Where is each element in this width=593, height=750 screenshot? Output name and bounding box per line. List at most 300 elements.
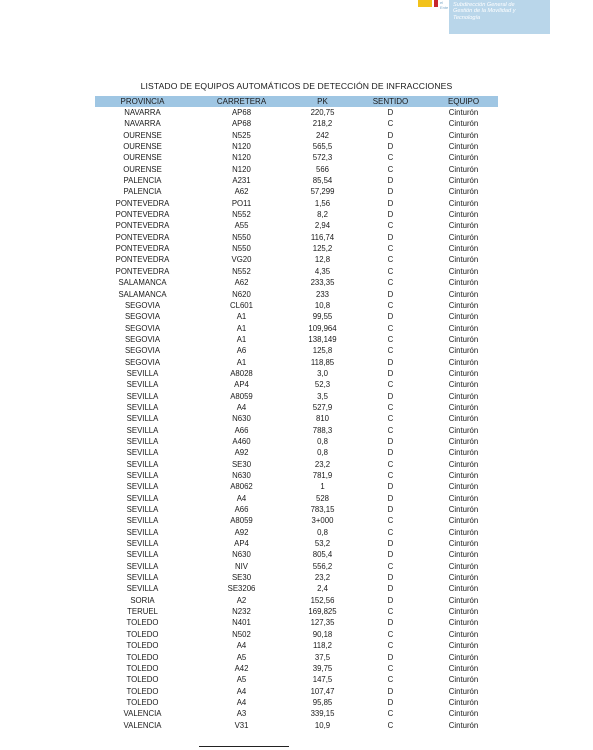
cell-provincia: SEVILLA <box>126 482 159 492</box>
cell-provincia: TOLEDO <box>126 629 159 639</box>
cell-provincia: VALENCIA <box>123 709 162 719</box>
cell-pk: 125,2 <box>312 244 333 254</box>
cell-sentido: C <box>387 425 394 435</box>
cell-pk: 556,2 <box>312 561 333 571</box>
table-row <box>95 175 498 186</box>
cell-provincia: SEVILLA <box>126 573 159 583</box>
cell-provincia: SEVILLA <box>126 550 159 560</box>
table-row <box>95 357 498 368</box>
cell-pk: 2,4 <box>317 584 328 594</box>
cell-provincia: SEVILLA <box>126 505 159 515</box>
cell-carretera: N630 <box>232 471 251 480</box>
bottom-rule <box>199 746 289 747</box>
cell-pk: 37,5 <box>314 652 331 662</box>
table-header-row <box>95 96 498 107</box>
cell-provincia: SEGOVIA <box>124 334 161 344</box>
cell-equipo: Cinturón <box>448 471 479 480</box>
cell-sentido: C <box>387 380 394 390</box>
logo-yellow-block <box>418 0 432 7</box>
cell-provincia: SEVILLA <box>126 539 159 549</box>
cell-carretera: A8028 <box>230 368 253 378</box>
table-row <box>95 652 498 663</box>
department-line: Tecnología <box>453 14 481 21</box>
cell-carretera: A8059 <box>230 516 253 526</box>
cell-pk: 10,8 <box>314 300 331 310</box>
cell-provincia: SEVILLA <box>126 391 159 401</box>
cell-pk: 3,0 <box>317 368 328 378</box>
cell-equipo: Cinturón <box>448 368 479 378</box>
cell-provincia: PONTEVEDRA <box>115 198 170 208</box>
cell-equipo: Cinturón <box>448 675 479 685</box>
cell-equipo: Cinturón <box>448 561 479 571</box>
cell-provincia: SEGOVIA <box>124 312 161 322</box>
column-header-sentido: SENTIDO <box>352 96 429 107</box>
cell-pk: 118,2 <box>313 641 332 651</box>
cell-carretera: A55 <box>234 221 249 231</box>
cell-equipo: Cinturón <box>448 425 479 435</box>
cell-pk: 118,85 <box>310 357 335 367</box>
cell-equipo: Cinturón <box>448 346 479 356</box>
cell-provincia: OURENSE <box>123 153 162 163</box>
cell-sentido: D <box>387 289 394 299</box>
cell-pk: 783,15 <box>310 505 335 515</box>
cell-pk: 781,9 <box>312 471 333 480</box>
cell-sentido: C <box>387 334 394 344</box>
cell-sentido: D <box>387 436 394 446</box>
cell-equipo: Cinturón <box>448 244 479 254</box>
table-row <box>95 686 498 697</box>
cell-carretera: A460 <box>232 436 251 446</box>
cell-carretera: A4 <box>236 641 247 651</box>
cell-provincia: SEVILLA <box>126 436 159 446</box>
cell-sentido: C <box>387 153 394 163</box>
cell-carretera: N401 <box>232 618 251 628</box>
table-row <box>95 289 498 300</box>
cell-equipo: Cinturón <box>448 232 479 242</box>
cell-carretera: A2 <box>236 595 247 605</box>
cell-provincia: PONTEVEDRA <box>115 266 170 276</box>
cell-equipo: Cinturón <box>448 391 479 401</box>
table-row <box>95 254 498 265</box>
column-header-carretera: CARRETERA <box>190 96 293 107</box>
ministry-logo <box>418 0 450 8</box>
cell-pk: 95,85 <box>312 697 333 707</box>
cell-provincia: SEVILLA <box>126 471 159 480</box>
cell-provincia: TERUEL <box>127 607 158 617</box>
table-row <box>95 447 498 458</box>
cell-provincia: SEVILLA <box>126 459 159 469</box>
cell-pk: 242 <box>315 130 329 140</box>
cell-pk: 57,299 <box>310 187 335 197</box>
cell-carretera: V31 <box>234 720 249 730</box>
cell-pk: 152,56 <box>310 595 335 605</box>
cell-sentido: C <box>387 244 394 254</box>
cell-carretera: A8059 <box>230 391 253 401</box>
cell-pk: 528 <box>315 493 329 503</box>
cell-provincia: PONTEVEDRA <box>115 210 170 220</box>
cell-equipo: Cinturón <box>448 402 479 412</box>
cell-provincia: TOLEDO <box>126 686 159 696</box>
cell-pk: 125,8 <box>312 346 333 356</box>
cell-sentido: D <box>387 357 394 367</box>
table-row <box>95 391 498 402</box>
cell-provincia: SEVILLA <box>126 368 159 378</box>
table-row <box>95 527 498 538</box>
cell-carretera: AP68 <box>231 119 252 129</box>
cell-provincia: SEVILLA <box>126 516 159 526</box>
cell-provincia: NAVARRA <box>124 119 161 129</box>
cell-carretera: N550 <box>232 244 251 254</box>
cell-sentido: D <box>387 130 394 140</box>
cell-carretera: N552 <box>232 210 251 220</box>
cell-pk: 85,54 <box>312 176 333 186</box>
cell-sentido: D <box>387 595 394 605</box>
cell-sentido: D <box>387 539 394 549</box>
cell-equipo: Cinturón <box>448 414 479 424</box>
cell-carretera: N120 <box>232 142 251 152</box>
cell-carretera: A1 <box>236 334 247 344</box>
cell-equipo: Cinturón <box>448 255 479 265</box>
table-row <box>95 152 498 163</box>
cell-provincia: NAVARRA <box>124 108 161 117</box>
cell-carretera: N120 <box>232 164 251 174</box>
cell-equipo: Cinturón <box>448 210 479 220</box>
cell-equipo: Cinturón <box>448 266 479 276</box>
cell-pk: 138,149 <box>308 334 337 344</box>
cell-equipo: Cinturón <box>448 629 479 639</box>
cell-pk: 90,18 <box>312 629 333 639</box>
cell-equipo: Cinturón <box>448 108 479 117</box>
cell-provincia: VALENCIA <box>123 720 162 730</box>
cell-sentido: D <box>387 198 394 208</box>
table-row <box>95 459 498 470</box>
cell-carretera: N630 <box>232 414 251 424</box>
cell-carretera: A6 <box>236 346 247 356</box>
cell-equipo: Cinturón <box>448 663 479 673</box>
cell-provincia: TOLEDO <box>126 652 159 662</box>
table-row <box>95 130 498 141</box>
cell-carretera: A4 <box>236 686 247 696</box>
table-row <box>95 425 498 436</box>
cell-provincia: SEVILLA <box>126 561 159 571</box>
cell-provincia: SEGOVIA <box>124 300 161 310</box>
cell-sentido: C <box>387 323 394 333</box>
cell-pk: 572,3 <box>312 153 333 163</box>
cell-sentido: C <box>387 720 394 730</box>
cell-pk: 565,5 <box>312 142 333 152</box>
table-row <box>95 708 498 719</box>
cell-sentido: C <box>387 164 394 174</box>
cell-provincia: PONTEVEDRA <box>115 244 170 254</box>
cell-carretera: A231 <box>232 176 251 186</box>
cell-pk: 107,47 <box>310 686 335 696</box>
cell-provincia: OURENSE <box>123 142 162 152</box>
cell-equipo: Cinturón <box>448 278 479 288</box>
cell-carretera: A62 <box>234 187 249 197</box>
cell-sentido: C <box>387 629 394 639</box>
cell-sentido: D <box>387 573 394 583</box>
cell-pk: 3,5 <box>317 391 328 401</box>
cell-sentido: C <box>387 221 394 231</box>
cell-carretera: CL601 <box>230 300 253 310</box>
table-row <box>95 368 498 379</box>
cell-pk: 233,35 <box>310 278 335 288</box>
cell-carretera: A3 <box>236 709 247 719</box>
cell-sentido: C <box>387 641 394 651</box>
cell-carretera: SE30 <box>231 573 252 583</box>
cell-carretera: A5 <box>236 675 247 685</box>
cell-sentido: C <box>387 119 394 129</box>
cell-carretera: A8062 <box>230 482 253 492</box>
table-row <box>95 209 498 220</box>
table-row <box>95 504 498 515</box>
cell-equipo: Cinturón <box>448 448 479 458</box>
cell-provincia: OURENSE <box>123 130 162 140</box>
cell-sentido: D <box>387 505 394 515</box>
cell-provincia: SEGOVIA <box>124 346 161 356</box>
cell-sentido: C <box>387 527 394 537</box>
cell-provincia: PONTEVEDRA <box>115 255 170 265</box>
cell-carretera: N232 <box>232 607 251 617</box>
table-row <box>95 345 498 356</box>
table-row <box>95 538 498 549</box>
cell-pk: 527,9 <box>312 402 333 412</box>
cell-equipo: Cinturón <box>448 380 479 390</box>
cell-equipo: Cinturón <box>448 493 479 503</box>
cell-pk: 53,2 <box>314 539 331 549</box>
cell-equipo: Cinturón <box>448 527 479 537</box>
cell-equipo: Cinturón <box>448 686 479 696</box>
table-row <box>95 436 498 447</box>
cell-provincia: PONTEVEDRA <box>115 221 170 231</box>
table-row <box>95 697 498 708</box>
cell-carretera: A1 <box>236 357 247 367</box>
table-row <box>95 266 498 277</box>
cell-sentido: C <box>387 675 394 685</box>
cell-equipo: Cinturón <box>448 312 479 322</box>
table-row <box>95 595 498 606</box>
cell-sentido: D <box>387 550 394 560</box>
cell-sentido: C <box>387 346 394 356</box>
cell-pk: 788,3 <box>312 425 333 435</box>
table-row <box>95 311 498 322</box>
cell-sentido: C <box>387 561 394 571</box>
cell-provincia: OURENSE <box>123 164 162 174</box>
cell-equipo: Cinturón <box>448 221 479 231</box>
table-row <box>95 663 498 674</box>
table-row <box>95 323 498 334</box>
cell-sentido: C <box>387 471 394 480</box>
cell-equipo: Cinturón <box>448 459 479 469</box>
table-row <box>95 118 498 129</box>
cell-equipo: Cinturón <box>448 584 479 594</box>
cell-provincia: PALENCIA <box>123 187 162 197</box>
cell-sentido: D <box>387 187 394 197</box>
table-row <box>95 606 498 617</box>
cell-equipo: Cinturón <box>448 436 479 446</box>
table-row <box>95 720 498 731</box>
cell-provincia: SEVILLA <box>126 527 159 537</box>
cell-equipo: Cinturón <box>448 357 479 367</box>
table-row <box>95 515 498 526</box>
cell-sentido: D <box>387 232 394 242</box>
cell-carretera: N552 <box>232 266 251 276</box>
cell-provincia: TOLEDO <box>126 675 159 685</box>
logo-red-block <box>434 0 438 7</box>
cell-carretera: A1 <box>236 312 247 322</box>
equipment-table <box>95 96 498 731</box>
cell-equipo: Cinturón <box>448 697 479 707</box>
cell-provincia: PALENCIA <box>123 176 162 186</box>
table-row <box>95 164 498 175</box>
cell-sentido: D <box>387 142 394 152</box>
cell-sentido: C <box>387 663 394 673</box>
table-row <box>95 300 498 311</box>
cell-equipo: Cinturón <box>448 142 479 152</box>
cell-equipo: Cinturón <box>448 709 479 719</box>
cell-pk: 3+000 <box>311 516 334 526</box>
cell-sentido: D <box>387 652 394 662</box>
cell-pk: 339,15 <box>310 709 335 719</box>
cell-pk: 109,964 <box>308 323 337 333</box>
cell-equipo: Cinturón <box>448 595 479 605</box>
cell-pk: 169,825 <box>308 607 337 617</box>
cell-equipo: Cinturón <box>448 652 479 662</box>
cell-sentido: C <box>387 414 394 424</box>
cell-carretera: N550 <box>232 232 251 242</box>
cell-pk: 566 <box>315 164 329 174</box>
table-body <box>95 107 498 731</box>
cell-pk: 127,35 <box>310 618 335 628</box>
cell-sentido: C <box>387 278 394 288</box>
table-row <box>95 243 498 254</box>
cell-provincia: PONTEVEDRA <box>115 232 170 242</box>
cell-provincia: TOLEDO <box>126 697 159 707</box>
cell-sentido: D <box>387 368 394 378</box>
table-row <box>95 493 498 504</box>
cell-sentido: D <box>387 482 394 492</box>
cell-sentido: C <box>387 255 394 265</box>
cell-sentido: D <box>387 686 394 696</box>
cell-carretera: A92 <box>234 448 249 458</box>
cell-equipo: Cinturón <box>448 550 479 560</box>
cell-carretera: A42 <box>234 663 249 673</box>
cell-pk: 218,2 <box>312 119 333 129</box>
cell-pk: 10,9 <box>314 720 331 730</box>
department-line: Subdirección General de <box>453 2 515 8</box>
cell-equipo: Cinturón <box>448 334 479 344</box>
cell-provincia: TOLEDO <box>126 663 159 673</box>
cell-provincia: SEVILLA <box>126 380 159 390</box>
cell-carretera: AP4 <box>234 539 249 549</box>
cell-pk: 52,3 <box>314 380 331 390</box>
table-row <box>95 334 498 345</box>
cell-pk: 23,2 <box>314 459 331 469</box>
cell-carretera: A66 <box>234 505 249 515</box>
cell-provincia: SEGOVIA <box>124 323 161 333</box>
cell-provincia: SEVILLA <box>126 402 159 412</box>
cell-carretera: A1 <box>236 323 247 333</box>
cell-carretera: N620 <box>232 289 251 299</box>
cell-carretera: A62 <box>234 278 249 288</box>
cell-provincia: SALAMANCA <box>118 289 167 299</box>
table-row <box>95 481 498 492</box>
cell-pk: 23,2 <box>314 573 331 583</box>
table-row <box>95 629 498 640</box>
cell-carretera: N630 <box>232 550 251 560</box>
cell-equipo: Cinturón <box>448 505 479 515</box>
column-header-equipo: EQUIPO <box>429 96 498 107</box>
cell-pk: 1,56 <box>314 198 331 208</box>
table-row <box>95 141 498 152</box>
cell-sentido: C <box>387 266 394 276</box>
cell-pk: 147,5 <box>312 675 333 685</box>
cell-carretera: AP68 <box>231 108 252 117</box>
cell-pk: 0,8 <box>317 527 328 537</box>
table-row <box>95 640 498 651</box>
column-header-pk: PK <box>293 96 352 107</box>
cell-provincia: SEVILLA <box>126 425 159 435</box>
table-row <box>95 470 498 481</box>
table-row <box>95 572 498 583</box>
cell-provincia: SEGOVIA <box>124 357 161 367</box>
cell-sentido: D <box>387 176 394 186</box>
cell-sentido: D <box>387 697 394 707</box>
cell-equipo: Cinturón <box>448 300 479 310</box>
table-row <box>95 232 498 243</box>
cell-carretera: N525 <box>232 130 251 140</box>
cell-sentido: D <box>387 448 394 458</box>
table-row <box>95 617 498 628</box>
cell-pk: 4,35 <box>314 266 331 276</box>
cell-sentido: C <box>387 607 394 617</box>
cell-equipo: Cinturón <box>448 482 479 492</box>
cell-sentido: C <box>387 402 394 412</box>
cell-pk: 0,8 <box>317 448 328 458</box>
cell-sentido: D <box>387 210 394 220</box>
table-row <box>95 561 498 572</box>
cell-sentido: C <box>387 459 394 469</box>
cell-carretera: N120 <box>232 153 251 163</box>
cell-sentido: D <box>387 618 394 628</box>
cell-pk: 8,2 <box>317 210 328 220</box>
cell-carretera: A4 <box>236 697 247 707</box>
cell-carretera: A92 <box>234 527 249 537</box>
cell-sentido: D <box>387 493 394 503</box>
cell-sentido: C <box>387 300 394 310</box>
cell-carretera: A4 <box>236 493 247 503</box>
cell-carretera: N502 <box>232 629 251 639</box>
cell-equipo: Cinturón <box>448 198 479 208</box>
cell-sentido: D <box>387 391 394 401</box>
cell-provincia: SEVILLA <box>126 584 159 594</box>
cell-carretera: SE3206 <box>227 584 256 594</box>
cell-provincia: TOLEDO <box>126 618 159 628</box>
cell-equipo: Cinturón <box>448 176 479 186</box>
table-row <box>95 277 498 288</box>
cell-carretera: NIV <box>235 561 248 571</box>
cell-pk: 2,94 <box>314 221 331 231</box>
cell-pk: 1 <box>320 482 325 492</box>
department-line: Gestión de la Movilidad y <box>453 8 516 15</box>
cell-carretera: A66 <box>234 425 249 435</box>
table-row <box>95 107 498 118</box>
table-row <box>95 674 498 685</box>
column-header-provincia: PROVINCIA <box>95 96 190 107</box>
table-row <box>95 413 498 424</box>
cell-sentido: C <box>387 516 394 526</box>
cell-equipo: Cinturón <box>448 323 479 333</box>
